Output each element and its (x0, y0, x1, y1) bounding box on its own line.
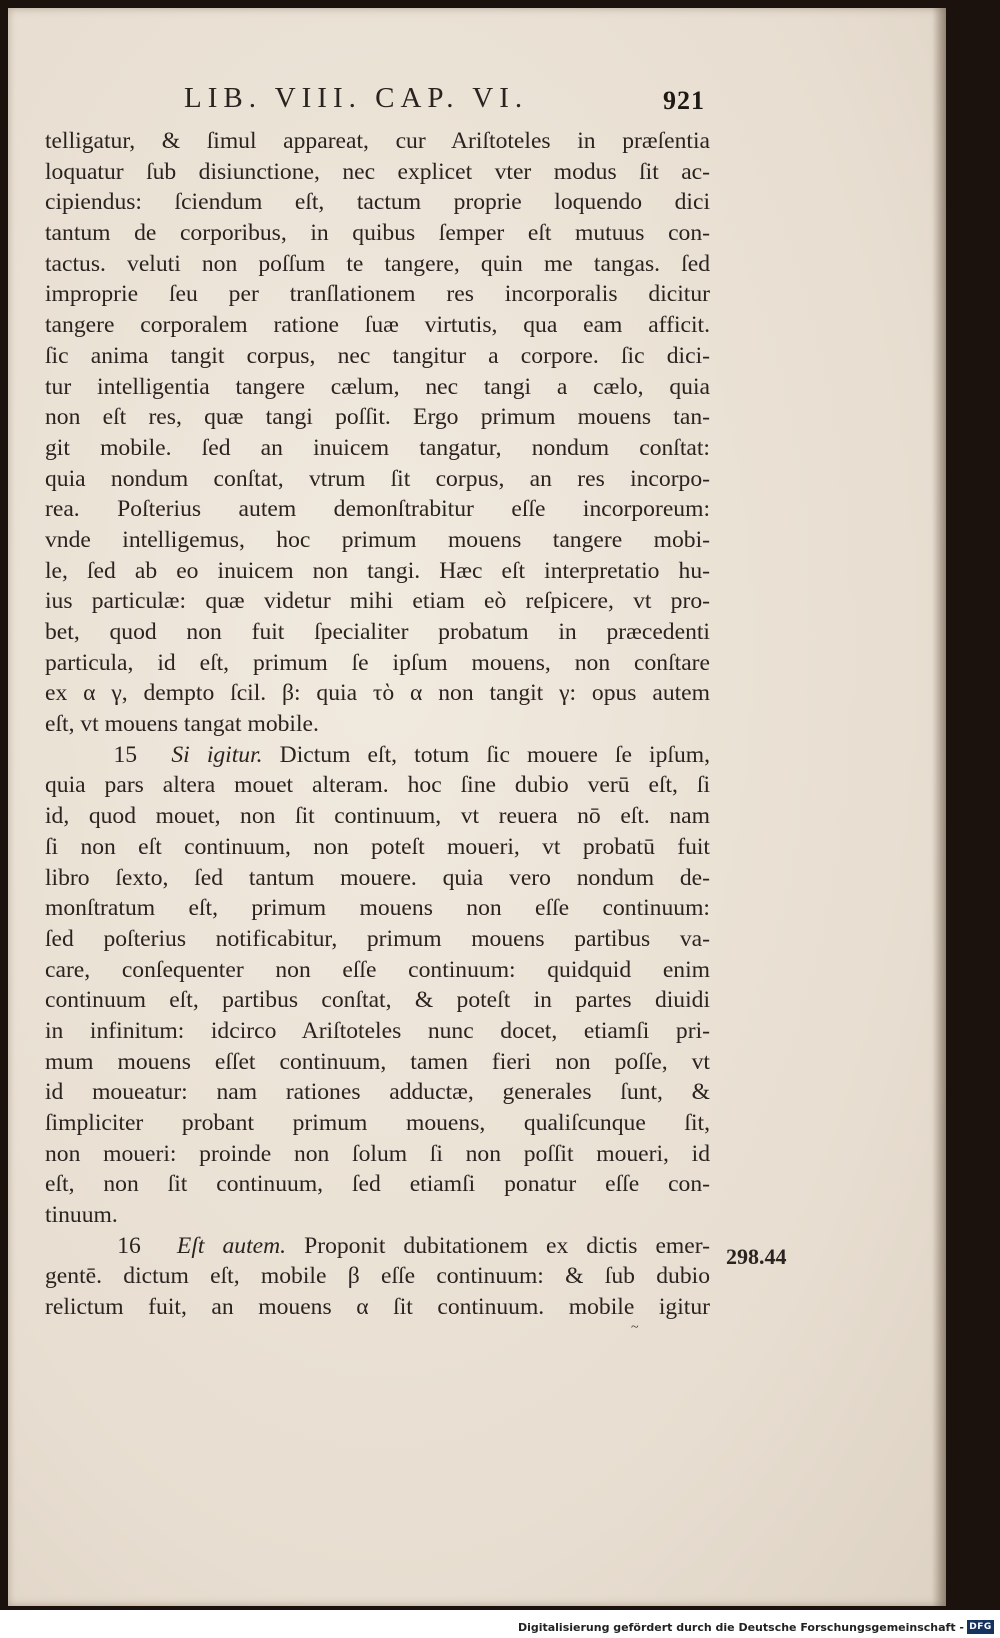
text-line: monſtratum eſt, primum mouens non eſſe continuum: (45, 895, 710, 922)
text-line: gentē. dictum eſt, mobile β eſſe continuum: & ſub dubio (45, 1263, 710, 1290)
text-line: vnde intelligemus, hoc primum mouens tangere mobi- (45, 526, 710, 553)
paragraph-16-lines (45, 1261, 710, 1322)
text-line: mum mouens eſſet continuum, tamen fieri non poſſe, vt (45, 1048, 710, 1075)
text-line: in infinitum: idcirco Ariſtoteles nunc docet, etiamſi pri- (45, 1017, 710, 1044)
paragraph-16-first-line (45, 1231, 710, 1262)
text-line: le, ſed ab eo inuicem non tangi. Hæc eſt interpretatio hu- (45, 557, 710, 584)
text-line: relictum fuit, an mouens α ſit continuum. mobile igitur (45, 1294, 710, 1321)
book-page (8, 8, 946, 1606)
text-line: telligatur, & ſimul appareat, cur Ariſtoteles in præſentia (45, 128, 710, 154)
text-line: tantum de corporibus, in quibus ſemper eſt mutuus con- (45, 220, 710, 247)
dfg-logo-icon: DFG (967, 1620, 994, 1634)
commentary-paragraph (45, 126, 710, 740)
text-line: ius particulæ: quæ videtur mihi etiam eò reſpicere, vt pro- (45, 588, 710, 615)
text-line: git mobile. ſed an inuicem tangatur, nondum conſtat: (45, 434, 710, 461)
text-line: id, quod mouet, non ſit continuum, vt reuera nō eſt. nam (45, 803, 710, 830)
text-line: non eſt res, quæ tangi poſſit. Ergo primum mouens tan- (45, 404, 710, 431)
text-line: id moueatur: nam rationes adductæ, generales ſunt, & (45, 1079, 710, 1106)
text-line: ſi non eſt continuum, non poteſt moueri, vt probatū fuit (45, 833, 710, 860)
text-line: eſt, non ſit continuum, ſed etiamſi ponatur eſſe con- (45, 1171, 710, 1198)
text-line: particula, id eſt, primum ſe ipſum mouens, non conſtare (45, 649, 710, 676)
text-line: quia pars altera mouet alteram. hoc ſine dubio verū eſt, ſi (45, 772, 710, 799)
paragraph-15 (45, 740, 710, 1231)
text-block (45, 126, 710, 1323)
text-line: care, conſequenter non eſſe continuum: quidquid enim (45, 956, 710, 983)
text-line: improprie ſeu per tranſlationem res incorporalis dicitur (45, 281, 710, 308)
text-line: ſed poſterius notificabitur, primum mouens partibus va- (45, 925, 710, 952)
text-line: rea. Poſterius autem demonſtrabitur eſſe incorporeum: (45, 496, 710, 523)
running-title: LIB. VIII. CAP. VI. (184, 82, 529, 114)
digitization-credit: Digitalisierung gefördert durch die Deutsche Forschungsgemeinschaft - (517, 1621, 964, 1634)
signature-mark: ~ (631, 1320, 639, 1335)
text-line: non moueri: proinde non ſolum ſi non poſſit moueri, id (45, 1140, 710, 1167)
lemma: Eſt autem. (176, 1232, 287, 1259)
text-line: tangere corporalem ratione ſuæ virtutis, qua eam afficit. (45, 312, 710, 339)
line-text: Proponit dubitationem ex dictis emer- (286, 1232, 710, 1259)
text-line: libro ſexto, ſed tantum mouere. quia vero nondum de- (45, 864, 710, 891)
text-line: ex α γ, dempto ſcil. β: quia τὸ α non tangit γ: opus autem (45, 680, 710, 707)
line-text: Dictum eſt, totum ſic mouere ſe ipſum, (262, 741, 710, 768)
text-line: continuum eſt, partibus conſtat, & poteſt in partes diuidi (45, 987, 710, 1014)
text-line: bet, quod non fuit ſpecialiter probatum in præcedenti (45, 619, 710, 645)
text-line: loquatur ſub disiunctione, nec explicet vter modus ſit ac- (45, 158, 710, 185)
text-line: ſimpliciter probant primum mouens, qualiſcunque ſit, (45, 1110, 710, 1136)
lemma: Si igitur. (171, 741, 263, 768)
text-line: tactus. veluti non poſſum te tangere, quin me tangas. ſed (45, 250, 710, 277)
text-line: cipiendus: ſciendum eſt, tactum proprie loquendo dici (45, 189, 710, 216)
paragraph-number: 15 (113, 741, 138, 768)
margin-reference: 298.44 (726, 1244, 787, 1269)
text-line: quia nondum conſtat, vtrum ſit corpus, an res incorpo- (45, 465, 710, 492)
footer-bar (0, 1618, 1000, 1638)
page-gutter-shadow (932, 8, 946, 1606)
text-line: tinuum. (45, 1202, 118, 1229)
paragraph-16 (45, 1231, 710, 1323)
paragraph-15-lines (45, 770, 710, 1230)
paragraph-15-first-line (45, 740, 710, 771)
text-line: ſic anima tangit corpus, nec tangitur a corpore. ſic dici- (45, 342, 710, 369)
text-line: tur intelligentia tangere cælum, nec tangi a cælo, quia (45, 373, 710, 400)
text-line: eſt, vt mouens tangat mobile. (45, 711, 319, 738)
folio-number: 921 (663, 86, 705, 115)
paragraph-number: 16 (117, 1232, 141, 1259)
